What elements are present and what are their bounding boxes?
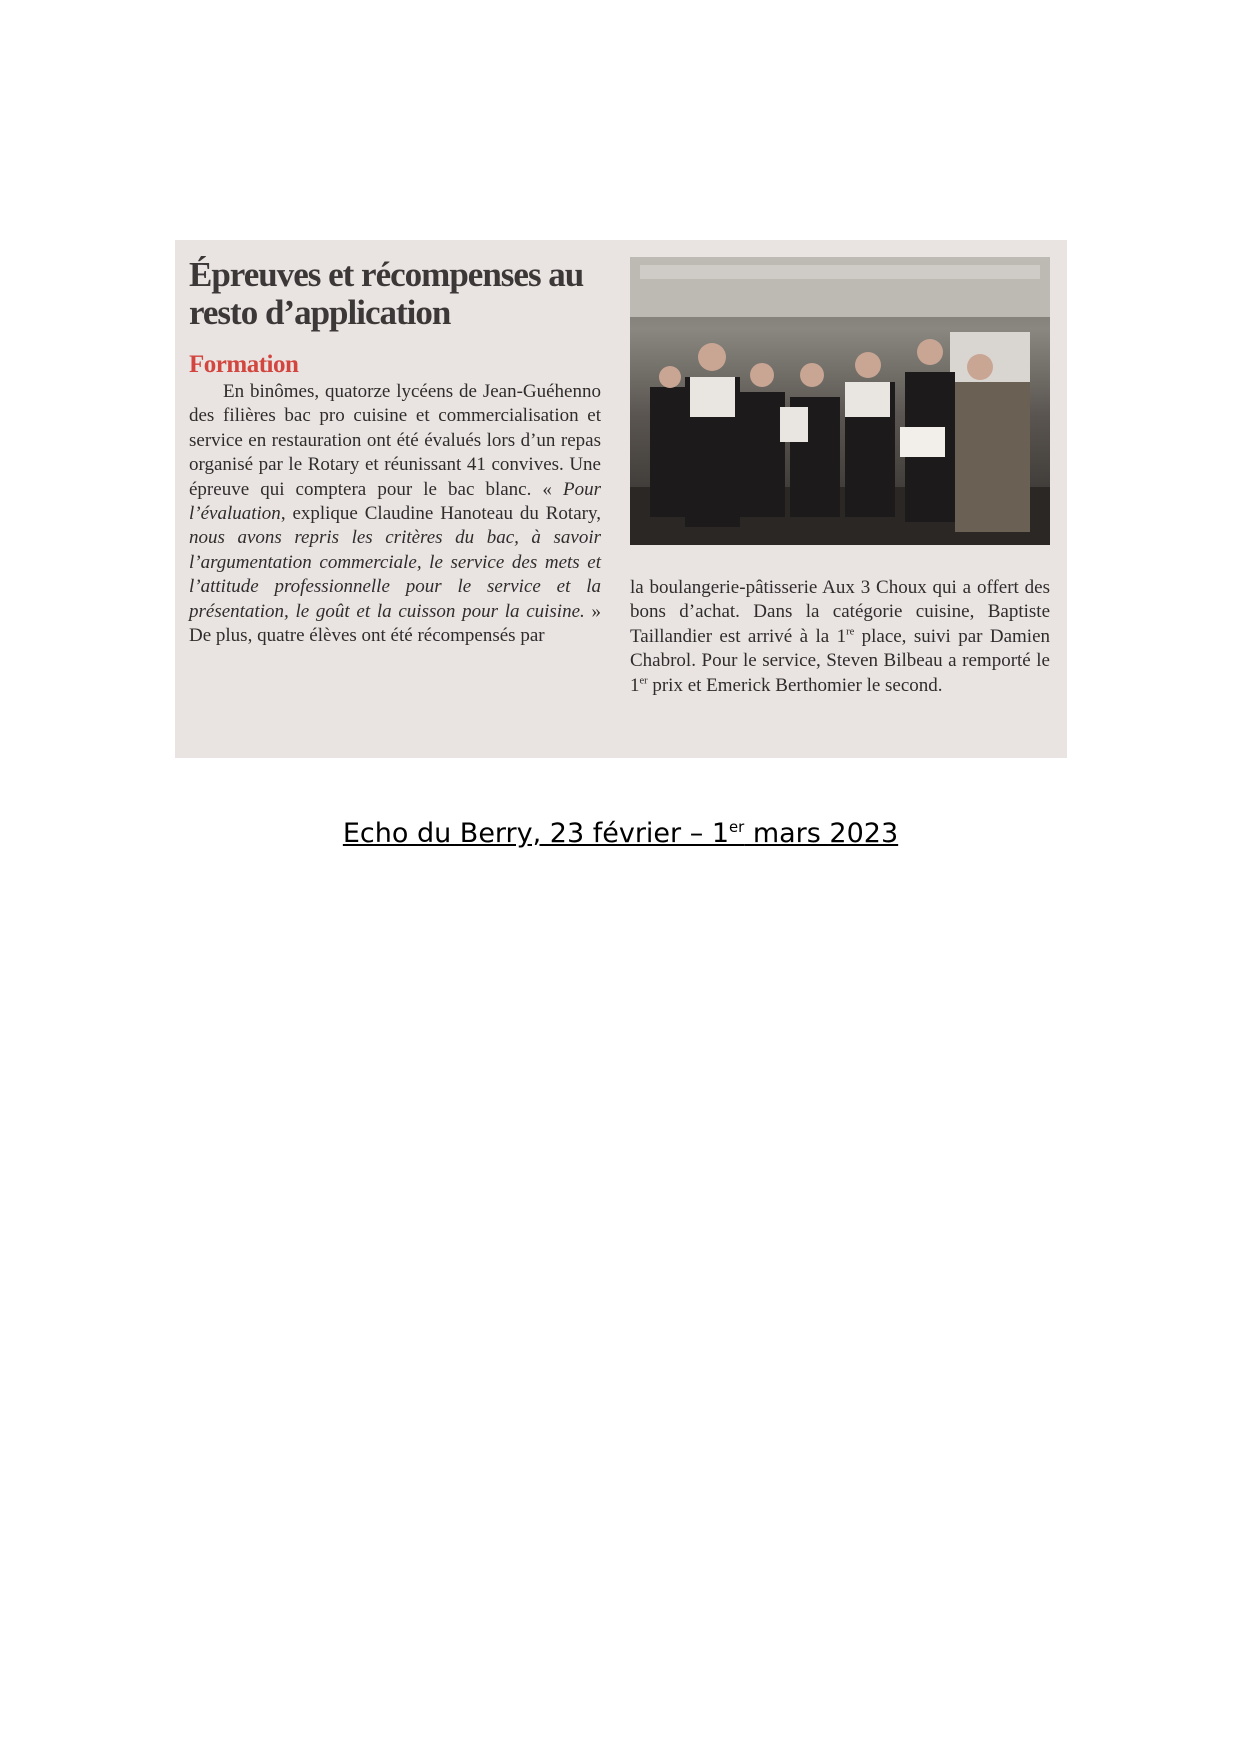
group-photo-illustration xyxy=(630,257,1050,545)
article-headline: Épreuves et récompenses au resto d’application xyxy=(189,255,584,332)
newspaper-clipping xyxy=(175,240,1067,758)
article-rubric: Formation xyxy=(189,351,299,378)
source-caption xyxy=(0,818,1241,849)
article-photo xyxy=(630,257,1050,545)
left-column xyxy=(189,256,601,648)
right-column xyxy=(630,576,1050,698)
article-paragraph-2: la boulangerie-pâtisserie Aux 3 Choux qui a offert des bons d’achat. Dans la catégorie cuisine, Baptiste Taillandier est arrivé à la 1re place, suivi par Damien Chabrol. Pour le service, Steven Bilbeau a remporté le 1er prix et Emerick Berthomier le second. xyxy=(630,577,1050,696)
source-caption-text: Echo du Berry, 23 février – 1er mars 2023 xyxy=(342,818,899,849)
article-paragraph-1: En binômes, quatorze lycéens de Jean-Guéhenno des filières bac pro cuisine et commercialisation et service en restauration ont été évalués lors d’un repas organisé par le Rotary et réunissant 41 convives. Une épreuve qui comptera pour le bac blanc. « Pour l’évaluation, explique Claudine Hanoteau du Rotary, nous avons repris les critères du bac, à savoir l’argumentation commerciale, le service des mets et l’attitude professionnelle pour le service et la présentation, le goût et la cuisson pour la cuisine. » De plus, quatre élèves ont été récompensés par xyxy=(189,381,602,647)
